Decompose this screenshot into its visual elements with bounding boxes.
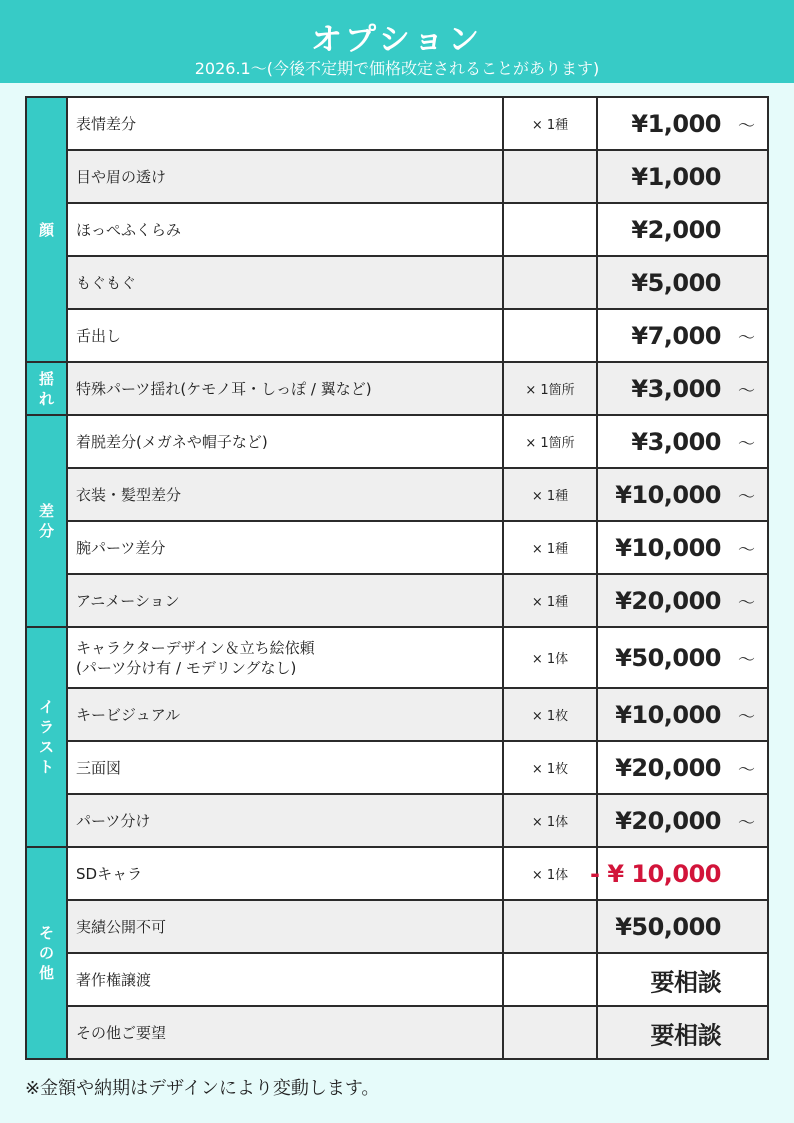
option-price-cell (597, 521, 768, 574)
option-name-cell (67, 1006, 503, 1059)
option-price: ¥10,000 (615, 480, 721, 509)
option-name: 著作権譲渡 (76, 970, 152, 989)
option-name-cell (67, 953, 503, 1006)
table-row (26, 150, 768, 203)
option-price: 要相談 (650, 968, 721, 996)
option-name-cell (67, 627, 503, 688)
category-label-cell (26, 415, 67, 627)
option-quantity: × 1種 (503, 521, 597, 574)
option-price: ¥50,000 (615, 912, 721, 941)
option-quantity: × 1枚 (503, 741, 597, 794)
option-price-cell (590, 847, 768, 900)
option-name: ほっぺふくらみ (76, 220, 182, 239)
table-row (26, 521, 768, 574)
table-row (26, 741, 768, 794)
option-name: パーツ分け (76, 811, 151, 830)
option-name: 目や眉の透け (76, 167, 167, 186)
page-subtitle: 2026.1〜(今後不定期で価格改定されることがあります) (194, 59, 600, 78)
option-name-cell (67, 521, 503, 574)
option-name-cell (67, 150, 503, 203)
option-price-cell (597, 574, 768, 627)
option-quantity (503, 900, 597, 953)
table-row (26, 203, 768, 256)
option-name: 特殊パーツ揺れ(ケモノ耳・しっぽ / 翼など) (76, 379, 372, 398)
option-name-cell (67, 97, 503, 150)
discount-price: - ¥ 10,000 (590, 859, 721, 888)
option-name: 腕パーツ差分 (76, 538, 166, 557)
option-name-cell (67, 688, 503, 741)
category-label: 差分 (38, 502, 54, 540)
category-label-cell (26, 97, 67, 362)
option-price-cell (597, 362, 768, 415)
table-row (26, 97, 768, 150)
option-price-cell (597, 97, 768, 150)
option-price: ¥1,000 (631, 109, 721, 138)
option-price: ¥1,000 (631, 162, 721, 191)
option-price-cell (597, 203, 768, 256)
option-price: ¥20,000 (615, 586, 721, 615)
option-name: 実績公開不可 (76, 917, 167, 936)
option-quantity: × 1種 (503, 97, 597, 150)
option-name: 衣装・髪型差分 (76, 485, 182, 504)
price-from-tilde: 〜 (738, 434, 755, 454)
option-quantity: × 1体 (503, 627, 597, 688)
option-price: ¥5,000 (631, 268, 721, 297)
price-from-tilde: 〜 (738, 116, 755, 136)
page-header (0, 0, 794, 83)
table-row (26, 309, 768, 362)
table-row (26, 794, 768, 847)
option-price-cell (597, 900, 768, 953)
footnote: ※金額や納期はデザインにより変動します。 (25, 1078, 380, 1099)
table-row (26, 468, 768, 521)
table-row (26, 953, 768, 1006)
option-price-cell (597, 741, 768, 794)
option-quantity (503, 309, 597, 362)
option-name-cell (67, 362, 503, 415)
option-name: アニメーション (76, 591, 180, 610)
option-quantity: × 1種 (503, 468, 597, 521)
price-from-tilde: 〜 (738, 381, 755, 401)
table-row (26, 900, 768, 953)
option-price: ¥3,000 (631, 427, 721, 456)
option-name: 舌出し (76, 326, 122, 345)
option-name-cell (67, 203, 503, 256)
option-name-cell (67, 256, 503, 309)
table-row (26, 1006, 768, 1059)
price-from-tilde: 〜 (738, 593, 755, 613)
option-quantity: × 1種 (503, 574, 597, 627)
option-name: キービジュアル (76, 705, 181, 724)
option-name: 表情差分 (76, 114, 137, 133)
category-label-cell (26, 362, 67, 415)
price-from-tilde: 〜 (738, 328, 755, 348)
category-label: イラスト (38, 698, 54, 776)
option-price: ¥20,000 (615, 806, 721, 835)
option-name: その他ご要望 (76, 1023, 167, 1042)
options-table-body (26, 97, 768, 1059)
option-price-cell (597, 953, 768, 1006)
option-price: ¥20,000 (615, 753, 721, 782)
page-title: オプション (310, 22, 484, 58)
option-price-cell (597, 256, 768, 309)
option-price: ¥10,000 (615, 700, 721, 729)
option-price: ¥7,000 (631, 321, 721, 350)
table-row (26, 415, 768, 468)
table-row (26, 627, 768, 688)
option-price-cell (597, 415, 768, 468)
price-from-tilde: 〜 (738, 650, 755, 670)
option-quantity: × 1箇所 (503, 362, 597, 415)
option-quantity (503, 203, 597, 256)
option-quantity: × 1体 (503, 847, 597, 900)
category-label: 揺れ (38, 369, 54, 408)
option-name-cell (67, 900, 503, 953)
option-quantity (503, 1006, 597, 1059)
option-name: 三面図 (76, 758, 122, 777)
option-quantity: × 1枚 (503, 688, 597, 741)
option-name: キャラクターデザイン＆立ち絵依頼 (76, 638, 315, 657)
option-price: 要相談 (650, 1021, 721, 1049)
option-price: ¥2,000 (631, 215, 721, 244)
option-quantity (503, 256, 597, 309)
option-price-cell (597, 688, 768, 741)
option-name: もぐもぐ (76, 273, 137, 292)
category-label-cell (26, 847, 67, 1059)
option-name-cell (67, 847, 503, 900)
price-from-tilde: 〜 (738, 707, 755, 727)
option-price-cell (597, 309, 768, 362)
option-name: SDキャラ (76, 864, 143, 883)
option-name-note: (パーツ分け有 / モデリングなし) (76, 658, 297, 677)
option-name-cell (67, 309, 503, 362)
option-quantity (503, 150, 597, 203)
option-price-cell (597, 794, 768, 847)
price-from-tilde: 〜 (738, 487, 755, 507)
option-price-cell (597, 627, 768, 688)
price-from-tilde: 〜 (738, 540, 755, 560)
table-row (26, 574, 768, 627)
table-row (26, 362, 768, 415)
option-quantity: × 1体 (503, 794, 597, 847)
option-price-cell (597, 1006, 768, 1059)
option-price: ¥3,000 (631, 374, 721, 403)
option-quantity: × 1箇所 (503, 415, 597, 468)
category-label: その他 (38, 924, 54, 982)
option-price-cell (597, 150, 768, 203)
option-name-cell (67, 741, 503, 794)
table-row (26, 847, 768, 900)
option-name-cell (67, 468, 503, 521)
option-price: ¥50,000 (615, 643, 721, 672)
table-row (26, 256, 768, 309)
table-row (26, 688, 768, 741)
category-label-cell (26, 627, 67, 847)
price-from-tilde: 〜 (738, 760, 755, 780)
option-name: 着脱差分(メガネや帽子など) (76, 432, 268, 451)
option-quantity (503, 953, 597, 1006)
option-name-cell (67, 415, 503, 468)
price-from-tilde: 〜 (738, 813, 755, 833)
options-price-table (25, 96, 769, 1060)
option-price-cell (597, 468, 768, 521)
option-name-cell (67, 794, 503, 847)
option-name-cell (67, 574, 503, 627)
category-label: 顔 (38, 220, 54, 239)
option-price: ¥10,000 (615, 533, 721, 562)
